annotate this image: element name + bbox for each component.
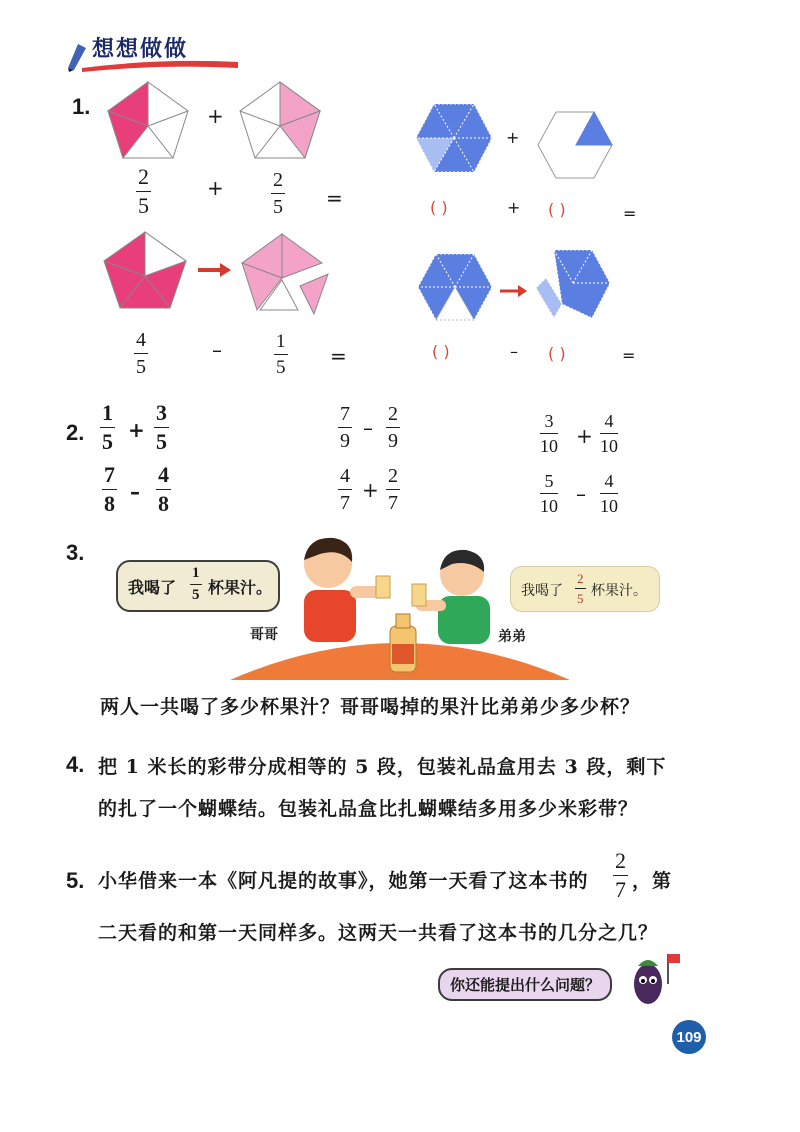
q5-line1: 小华借来一本《阿凡提的故事》，她第一天看了这本书的 xyxy=(98,870,589,892)
plus-sign: + xyxy=(128,418,145,442)
q3-number: 3. xyxy=(66,540,85,565)
speech-bubble-younger-brother: 我喝了 2 5 杯果汁。 xyxy=(510,566,660,612)
section-title: 想想做做 xyxy=(92,36,189,62)
minus-sign: – xyxy=(510,342,518,361)
pentagon-two-fifths-light xyxy=(236,78,324,164)
fraction: 4 10 xyxy=(600,411,618,456)
plus-sign: + xyxy=(207,104,224,128)
label-younger-brother: 弟弟 xyxy=(498,629,526,645)
fraction: 2 5 xyxy=(138,164,149,218)
fraction: 2 5 xyxy=(577,571,584,606)
fraction: 5 10 xyxy=(540,471,558,516)
speech-bubble-brother: 我喝了 1 5 杯果汁。 xyxy=(116,560,280,612)
plus-sign: + xyxy=(576,424,593,448)
label-brother: 哥哥 xyxy=(250,627,278,643)
fraction: 1 5 xyxy=(276,331,286,378)
arrow-right-icon xyxy=(196,262,232,278)
minus-sign: – xyxy=(576,482,586,506)
minus-sign: – xyxy=(130,480,140,504)
fraction: 7 8 xyxy=(104,462,115,516)
fraction: 2 9 xyxy=(388,403,398,452)
answer-blank[interactable]: ( ) xyxy=(432,342,450,361)
plus-sign: + xyxy=(506,128,520,147)
fraction: 3 10 xyxy=(540,411,558,456)
answer-blank[interactable]: ( ) xyxy=(430,198,448,217)
eggplant-mascot-icon xyxy=(624,944,684,1008)
tip-bubble: 你还能提出什么问题？ xyxy=(438,968,612,1001)
fraction: 2 7 xyxy=(388,465,398,514)
plus-sign: + xyxy=(362,478,379,502)
q1-number: 1. xyxy=(72,94,91,119)
minus-sign: – xyxy=(363,416,373,440)
fraction: 1 5 xyxy=(102,400,113,454)
q4-number: 4. xyxy=(66,752,85,777)
hexagon-one-sixth xyxy=(536,110,614,180)
q3-question: 两人一共喝了多少杯果汁？哥哥喝掉的果汁比弟弟少多少杯？ xyxy=(100,696,641,718)
hexagon-blue-full xyxy=(414,102,494,174)
plus-sign: + xyxy=(507,198,521,217)
q5-number: 5. xyxy=(66,868,85,893)
q4-line1: 把 1 米长的彩带分成相等的 5 段，包装礼品盒用去 3 段，剩下 xyxy=(98,756,667,778)
fraction: 4 10 xyxy=(600,471,618,516)
fraction: 7 9 xyxy=(340,403,350,452)
equals-sign: = xyxy=(326,186,343,210)
equals-sign: = xyxy=(330,344,347,368)
answer-blank[interactable]: ( ) xyxy=(548,200,566,219)
equals-sign: = xyxy=(622,346,636,365)
minus-sign: – xyxy=(212,338,222,362)
pentagon-four-fifths xyxy=(100,228,190,314)
q5-line2: 二天看的和第一天同样多。这两天一共看了这本书的几分之几？ xyxy=(98,922,659,944)
fraction: 1 5 xyxy=(192,565,200,603)
page-number: 109 xyxy=(672,1020,706,1054)
fraction: 2 7 xyxy=(615,848,626,902)
arrow-right-icon xyxy=(498,284,528,298)
q5-line1-end: ，第 xyxy=(632,870,673,892)
q4-line2: 的扎了一个蝴蝶结。包装礼品盒比扎蝴蝶结多用多少米彩带？ xyxy=(98,798,639,820)
fraction: 4 7 xyxy=(340,465,350,514)
fraction: 4 8 xyxy=(158,462,169,516)
hexagon-blue-five-sixths xyxy=(416,252,494,322)
equals-sign: = xyxy=(623,204,637,223)
q2-number: 2. xyxy=(66,420,85,445)
fraction: 3 5 xyxy=(156,400,167,454)
pentagon-two-fifths xyxy=(104,78,192,164)
fraction: 4 5 xyxy=(136,329,146,378)
answer-blank[interactable]: ( ) xyxy=(548,344,566,363)
fraction: 2 5 xyxy=(273,169,283,218)
section-header xyxy=(60,38,240,72)
plus-sign: + xyxy=(207,176,224,200)
hexagon-split-piece xyxy=(532,248,616,326)
pentagon-split-piece xyxy=(238,230,332,316)
